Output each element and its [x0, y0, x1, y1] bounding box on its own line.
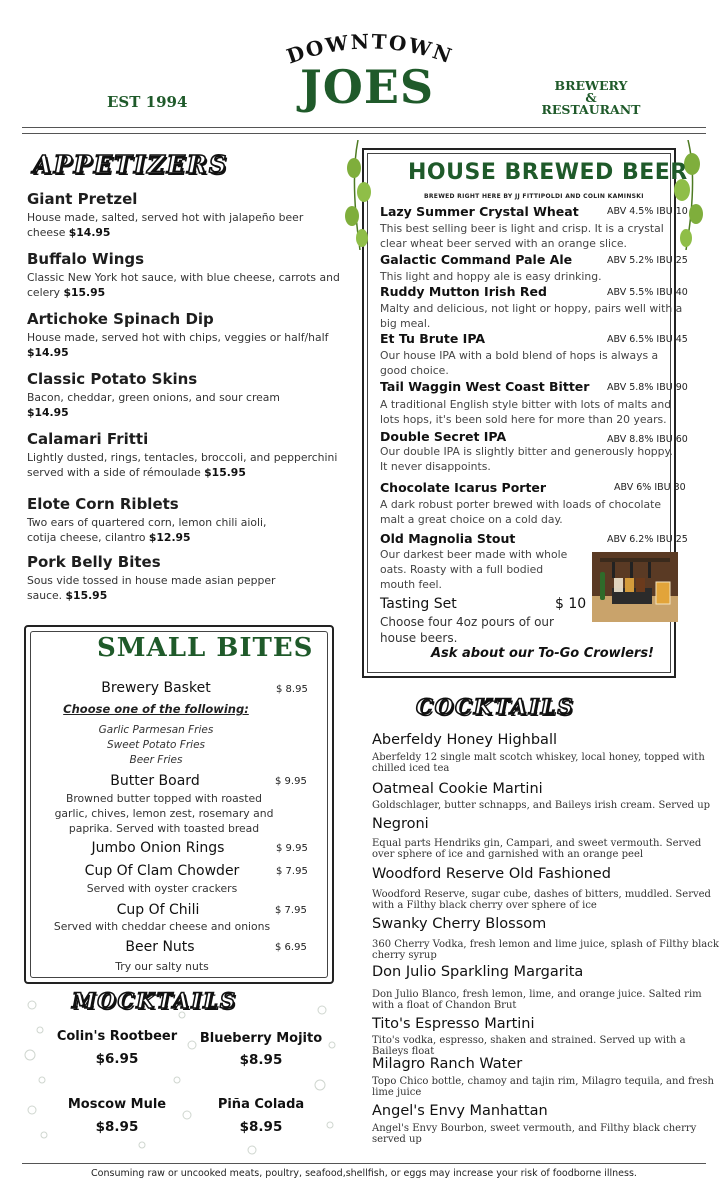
appetizer-desc: House made, served hot with chips, veggies or half/half — [27, 331, 329, 344]
beer-name: Galactic Command Pale Ale — [380, 252, 573, 267]
header-divider-2 — [22, 133, 706, 134]
beer-subtitle: BREWED RIGHT HERE BY JJ FITTIPOLDI AND COLIN KAMINSKI — [424, 193, 644, 200]
bite-price: $ 7.95 — [275, 905, 307, 916]
beer-desc: Malty and delicious, not light or hoppy, pairs well with a big meal. — [380, 302, 683, 330]
bite-price: $ 9.95 — [276, 843, 308, 854]
appetizer-name: Artichoke Spinach Dip — [27, 310, 214, 328]
cocktail-desc: Goldschlager, butter schnapps, and Baileys irish cream. Served up — [372, 800, 711, 811]
header-divider — [22, 127, 706, 128]
tasting-set-price: $ 10 — [555, 596, 587, 612]
bite-price: $ 9.95 — [275, 776, 307, 787]
beer-name: Ruddy Mutton Irish Red — [380, 284, 547, 299]
appetizer-price: $15.95 — [204, 466, 246, 479]
cocktail-name: Oatmeal Cookie Martini — [372, 781, 543, 797]
mocktail-price: $8.95 — [239, 1119, 283, 1135]
cocktail-desc: 360 Cherry Vodka, fresh lemon and lime juice, splash of Filthy black cherry syrup — [372, 939, 719, 961]
cocktail-desc: Equal parts Hendriks gin, Campari, and sweet vermouth. Served over sphere of ice and garnished with an orange peel — [372, 838, 702, 860]
beer-desc: A dark robust porter brewed with loads of chocolate malt a great choice on a cold day. — [380, 498, 662, 526]
bite-name: Cup Of Chili — [116, 902, 200, 918]
brewery-restaurant — [536, 80, 646, 116]
beer-name: Tail Waggin West Coast Bitter — [380, 379, 590, 394]
beer-abv: ABV 5.8% IBU 90 — [607, 382, 688, 393]
basket-options — [6, 723, 306, 768]
small-bites-title: SMALL BITES — [97, 633, 314, 663]
appetizer-price: $14.95 — [27, 346, 69, 359]
appetizer-name: Elote Corn Riblets — [27, 495, 179, 513]
bite-name: Jumbo Onion Rings — [91, 840, 225, 856]
brewery-line-3: RESTAURANT — [541, 102, 641, 117]
cocktail-name: Don Julio Sparkling Margarita — [372, 964, 584, 980]
basket-option: Sweet Potato Fries — [106, 739, 206, 751]
est-year: EST 1994 — [107, 93, 188, 111]
beer-abv: ABV 6.2% IBU 25 — [607, 534, 688, 545]
mocktails-title: MOCKTAILS — [72, 988, 238, 1013]
cocktail-name: Woodford Reserve Old Fashioned — [372, 866, 611, 882]
appetizer-item — [27, 553, 342, 603]
mocktail-name: Colin's Rootbeer — [56, 1029, 178, 1044]
appetizer-item — [27, 370, 342, 420]
appetizer-desc: Lightly dusted, rings, tentacles, broccoli, and pepperchini served with a side of rémoulade — [27, 451, 338, 479]
bite-price: $ 7.95 — [276, 866, 308, 877]
bite-price: $ 8.95 — [276, 684, 308, 695]
cocktail-name: Negroni — [372, 816, 429, 832]
appetizer-item — [27, 495, 342, 545]
beer-desc: A traditional English style bitter with lots of malts and lots hops, it's been sold here for more than 20 years. — [380, 398, 672, 426]
appetizer-name: Classic Potato Skins — [27, 370, 198, 388]
appetizer-item — [27, 250, 342, 300]
appetizers-title: APPETIZERS — [33, 150, 229, 179]
cocktail-desc: Aberfeldy 12 single malt scotch whiskey, local honey, topped with chilled iced tea — [372, 752, 705, 774]
cocktail-desc: Tito's vodka, espresso, shaken and strained. Served up with a Baileys float — [372, 1035, 686, 1057]
brand-main: JOES — [300, 60, 435, 114]
bite-desc: Browned butter topped with roasted garlic, chives, lemon zest, rosemary and paprika. Served with toasted bread — [54, 792, 274, 835]
bite-name: Brewery Basket — [101, 680, 211, 696]
beer-name: Double Secret IPA — [380, 429, 507, 444]
basket-choose: Choose one of the following: — [63, 702, 249, 716]
brand-top: DOWNTOWN — [283, 30, 457, 69]
beer-name: Chocolate Icarus Porter — [380, 480, 547, 495]
beer-desc: Our darkest beer made with whole oats. Roasty with a full bodied mouth feel. — [380, 548, 568, 591]
appetizer-desc: Two ears of quartered corn, lemon chili aioli, cotija cheese, cilantro — [27, 516, 267, 544]
beer-abv: ABV 5.5% IBU 40 — [607, 287, 688, 298]
cocktails-title: COCKTAILS — [416, 694, 575, 719]
mocktail-price: $8.95 — [95, 1119, 139, 1135]
beer-abv: ABV 6.5% IBU 45 — [607, 334, 688, 345]
hops-left-icon — [340, 140, 376, 250]
beer-abv: ABV 8.8% IBU 60 — [607, 434, 688, 445]
beer-desc: This light and hoppy ale is easy drinking. — [380, 270, 602, 283]
brewery-line-2: & — [585, 90, 597, 105]
tasting-set-name: Tasting Set — [380, 596, 457, 612]
appetizer-desc: Classic New York hot sauce, with blue cheese, carrots and celery — [27, 271, 340, 299]
appetizer-price: $12.95 — [148, 531, 191, 544]
bite-desc: Try our salty nuts — [115, 960, 209, 973]
cocktail-name: Aberfeldy Honey Highball — [372, 732, 558, 748]
appetizer-price: $14.95 — [27, 406, 69, 419]
bite-price: $ 6.95 — [275, 942, 307, 953]
appetizer-price: $15.95 — [65, 589, 108, 602]
mocktail-name: Moscow Mule — [67, 1097, 167, 1112]
beer-desc: Our house IPA with a bold blend of hops is always a good choice. — [380, 349, 659, 377]
bite-desc: Served with oyster crackers — [86, 882, 238, 895]
beer-name: Lazy Summer Crystal Wheat — [380, 204, 579, 219]
tasting-set-desc: Choose four 4oz pours of our house beers. — [380, 615, 554, 645]
footer-divider — [22, 1163, 706, 1164]
mocktail-price: $8.95 — [239, 1052, 283, 1068]
cocktail-desc: Angel's Envy Bourbon, sweet vermouth, and Filthy black cherry served up — [372, 1123, 697, 1145]
mocktail-price: $6.95 — [95, 1051, 139, 1067]
beer-name: Old Magnolia Stout — [380, 531, 516, 546]
appetizer-name: Calamari Fritti — [27, 430, 149, 448]
appetizer-desc: House made, salted, served hot with jalapeño beer cheese — [27, 211, 304, 239]
cocktail-name: Swanky Cherry Blossom — [372, 916, 547, 932]
beer-abv: ABV 6% IBU 30 — [614, 482, 686, 493]
appetizer-desc: Bacon, cheddar, green onions, and sour cream — [27, 391, 280, 404]
cocktail-desc: Woodford Reserve, sugar cube, dashes of bitters, muddled. Served with a Filthy black cherry over sphere of ice — [372, 889, 711, 911]
mocktail-name: Piña Colada — [217, 1097, 305, 1112]
cocktail-name: Tito's Espresso Martini — [372, 1016, 535, 1032]
cocktail-desc: Don Julio Blanco, fresh lemon, lime, and orange juice. Salted rim with a float of Chandon Brut — [372, 989, 702, 1011]
appetizer-item — [27, 430, 342, 480]
appetizer-desc: Sous vide tossed in house made asian pepper sauce. — [27, 574, 276, 602]
beer-title: HOUSE BREWED BEER — [408, 160, 688, 185]
appetizer-price: $15.95 — [63, 286, 106, 299]
basket-option: Beer Fries — [129, 754, 183, 766]
appetizer-name: Giant Pretzel — [27, 190, 138, 208]
footer-disclaimer: Consuming raw or uncooked meats, poultry, seafood,shellfish, or eggs may increase your risk of foodborne illness. — [91, 1168, 637, 1179]
bite-name: Butter Board — [110, 773, 200, 789]
brewery-line-1: BREWERY — [554, 78, 628, 93]
beer-abv: ABV 5.2% IBU 25 — [607, 255, 688, 266]
appetizer-item — [27, 190, 342, 240]
bite-name: Beer Nuts — [125, 939, 195, 955]
basket-option: Garlic Parmesan Fries — [98, 724, 214, 736]
mocktail-name: Blueberry Mojito — [199, 1031, 323, 1046]
cocktail-name: Milagro Ranch Water — [372, 1056, 523, 1072]
beer-abv: ABV 4.5% IBU 10 — [607, 206, 688, 217]
beer-name: Et Tu Brute IPA — [380, 331, 486, 346]
beer-flight-image — [592, 552, 678, 622]
appetizer-item — [27, 310, 342, 360]
cocktail-name: Angel's Envy Manhattan — [372, 1103, 548, 1119]
bite-desc: Served with cheddar cheese and onions — [53, 920, 271, 933]
appetizer-price: $14.95 — [68, 226, 111, 239]
cocktail-desc: Topo Chico bottle, chamoy and tajin rim, Milagro tequila, and fresh lime juice — [372, 1076, 714, 1098]
beer-desc: Our double IPA is slightly bitter and generously hoppy. It never disappoints. — [380, 445, 673, 473]
appetizer-name: Buffalo Wings — [27, 250, 145, 268]
appetizer-name: Pork Belly Bites — [27, 553, 161, 571]
beer-desc: This best selling beer is light and crisp. It is a crystal clear wheat beer served with an orange slice. — [380, 222, 664, 250]
bite-name: Cup Of Clam Chowder — [84, 863, 240, 879]
crowlers-note: Ask about our To-Go Crowlers! — [431, 646, 654, 661]
